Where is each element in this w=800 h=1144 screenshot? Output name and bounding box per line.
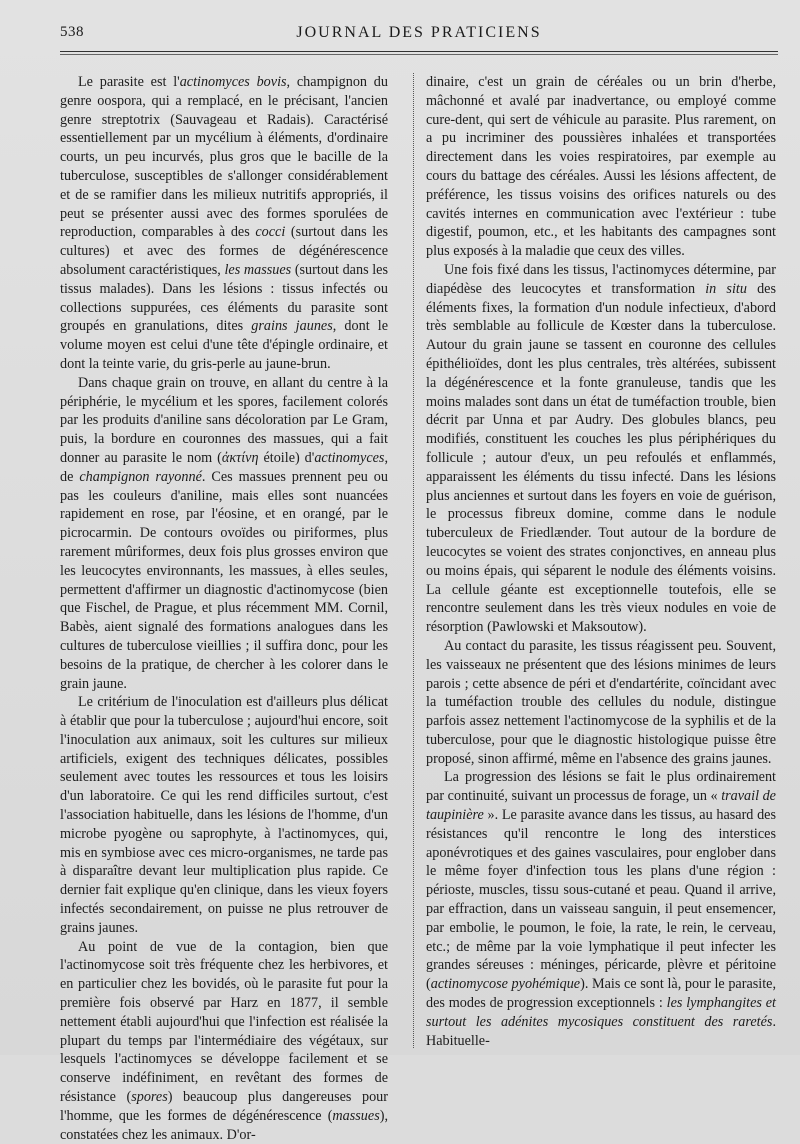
paragraph: Au point de vue de la contagion, bien que l'actinomycose soit très fréquente chez les herbivores, et en particulier chez les bovidés, où le parasite fut pour la première fois observé par Harz en 1877, il semble nettement établi aujourd'hui que l'infection est réalisée la plupart du temps par l'intermédiaire des végétaux, sur lesquels l'actinomyces se développe facilement et se conserve indéfiniment, en revêtant des formes de résistance (spores) beaucoup plus dangereuses pour l'homme, que les formes de dégénérescence (massues), constatées chez les animaux. D'or- [60, 938, 388, 1143]
paragraph: Au contact du parasite, les tissus réagissent peu. Souvent, les vaisseaux ne présentent que des lésions minimes de leurs parois ; cette absence de péri et d'endartérite, coïncidant avec la tuméfaction trouble des cellules du nodule, distingue parfois assez nettement l'actinomycose de la syphilis et de la tuberculose, pour que le diagnostic histologique puisse être proposé, sinon affirmé, même en l'absence des grains jaunes. [426, 637, 776, 767]
page-header [60, 22, 778, 52]
right-column [426, 73, 776, 1050]
paragraph: Le parasite est l'actinomyces bovis, champignon du genre oospora, qui a remplacé, en le précisant, l'ancien genre streptotrix (Sauvageau et Radais). Caractérisé essentiellement par un mycélium à éléments, d'ordinaire courts, un peu incurvés, plus gros que le bacille de la tuberculose, susceptibles de s'allonger considérablement et de se ramifier dans les milieux nutritifs appropriés, il peut se présenter aussi avec des formes sporulées de reproduction, comparables à des cocci (surtout dans les cultures) et avec des formes de dégénérescence absolument caractéristiques, les massues (surtout dans les tissus malades). Dans les lésions : tissus infectés ou collections suppurées, ces éléments du parasite sont groupés en granulations, dites grains jaunes, dont le volume moyen est celui d'une tête d'épingle ordinaire, et dont la teinte varie, du gris-perle au jaune-brun. [60, 74, 388, 372]
paragraph: Une fois fixé dans les tissus, l'actinomyces détermine, par diapédèse des leucocytes et transformation in situ des éléments fixes, la formation d'un nodule infectieux, d'abord très semblable au follicule de Kœster dans la tuberculose. Autour du grain jaune se tassent en couronne des cellules épithélioïdes, dont les plus centrales, très altérées, subissent la dégénérescence et la fonte granuleuse, tandis que les moins malades sont dans un état de tuméfaction trouble, bien décrit par Unna et par Audry. Des globules blancs, peu modifiés, constituent les couches les plus périphériques du follicule ; autour d'eux, un peu refoulés et enflammés, apparaissent les éléments du tissu infecté. Dans les lésions plus anciennes et surtout dans les foyers en voie de guérison, le processus fibreux domine, comme dans le nodule tuberculeux de Friedlænder. Tout autour de la bordure de leucocytes se voient des strates conjonctives, en anneau plus ou moins épais, qui séparent le nodule des éléments voisins. La cellule géante est exceptionnelle toutefois, elle se rencontre seulement dans les très vieux nodules en voie de résorption (Pawlowski et Maksoutow). [426, 261, 776, 636]
paragraph: La progression des lésions se fait le plus ordinairement par continuité, suivant un processus de forage, un « travail de taupinière ». Le parasite avance dans les tissus, au hasard des résistances qu'il rencontre le long des interstices aponévrotiques et des gaines vasculaires, pour englober dans le même foyer d'infection tous les plans d'une région : périoste, muscles, tissu sous-cutané et peau. Quand il arrive, par effraction, dans un vaisseau sanguin, il peut ensemencer, par embolie, le poumon, le foie, la rate, le rein, le cerveau, etc.; de même par la voie lymphatique il peut infecter les grandes séreuses : méninges, péricarde, plèvre et péritoine (actinomycose pyohémique). Mais ce sont là, pour le parasite, des modes de progression exceptionnels : les lymphangites et surtout les adénites mycosiques constituent des raretés. Habituelle- [426, 769, 776, 1049]
paragraph: Dans chaque grain on trouve, en allant du centre à la périphérie, le mycélium et les spores, facilement colorés par les produits d'aniline sans décoloration par Le Gram, puis, la bordure en couronnes des massues, qui a fait donner au parasite le nom (ἀκτίνη étoile) d'actinomyces, de champignon rayonné. Ces massues prennent peu ou pas les couleurs d'aniline, mais elles sont nuancées rapidement en rose, par l'éosine, et en orangé, par le picrocarmin. De contours ovoïdes ou piriformes, plus rarement mûriformes, deux fois plus grosses environ que les leucocytes environnants, les massues, à elles seules, permettent d'affirmer un diagnostic d'actinomycose (bien que Fischel, de Prague, et plus récemment MM. Cornil, Babès, aient signalé des formations analogues dans les cultures de tuberculose vieillies ; il suffira donc, pour les besoins de la pratique, de chercher à les colorer dans le grain jaune. [60, 374, 388, 692]
column-divider [413, 73, 414, 1048]
running-title: JOURNAL DES PRATICIENS [296, 24, 542, 41]
left-column [60, 73, 388, 1144]
header-rule-secondary [60, 54, 778, 55]
page-number: 538 [60, 24, 84, 40]
paragraph: Le critérium de l'inoculation est d'ailleurs plus délicat à établir que pour la tuberculose ; aujourd'hui encore, soit l'inoculation aux animaux, soit les cultures sur milieux artificiels, exigent des techniques délicates, possibles seulement avec toutes les ressources et tous les loisirs d'un laboratoire. Ce qui les rend difficiles surtout, c'est l'association habituelle, dans les lésions de l'homme, d'un microbe pyogène ou saprophyte, à l'actinomyces, qui, mis en symbiose avec ces micro-organismes, ne tarde pas à disparaître devant leur multiplication plus rapide. Ce dernier fait explique qu'en clinique, dans les vieux foyers infectés secondairement, on puisse ne plus retrouver de grains jaunes. [60, 694, 388, 936]
header-rule [60, 51, 778, 52]
paragraph: dinaire, c'est un grain de céréales ou un brin d'herbe, mâchonné et avalé par inadvertance, ou employé comme cure-dent, qui sert de véhicule au parasite. Plus rarement, on a pu incriminer des poussières inhalées et transportées directement dans les voies respiratoires, par exemple au cours du battage des céréales. Aussi les lésions affectent, de préférence, les tissus voisins des orifices naturels ou des cavités internes en communication avec l'extérieur : tube digestif, poumon, etc., et les habitants des campagnes sont plus exposés à la maladie que ceux des villes. [426, 74, 776, 260]
